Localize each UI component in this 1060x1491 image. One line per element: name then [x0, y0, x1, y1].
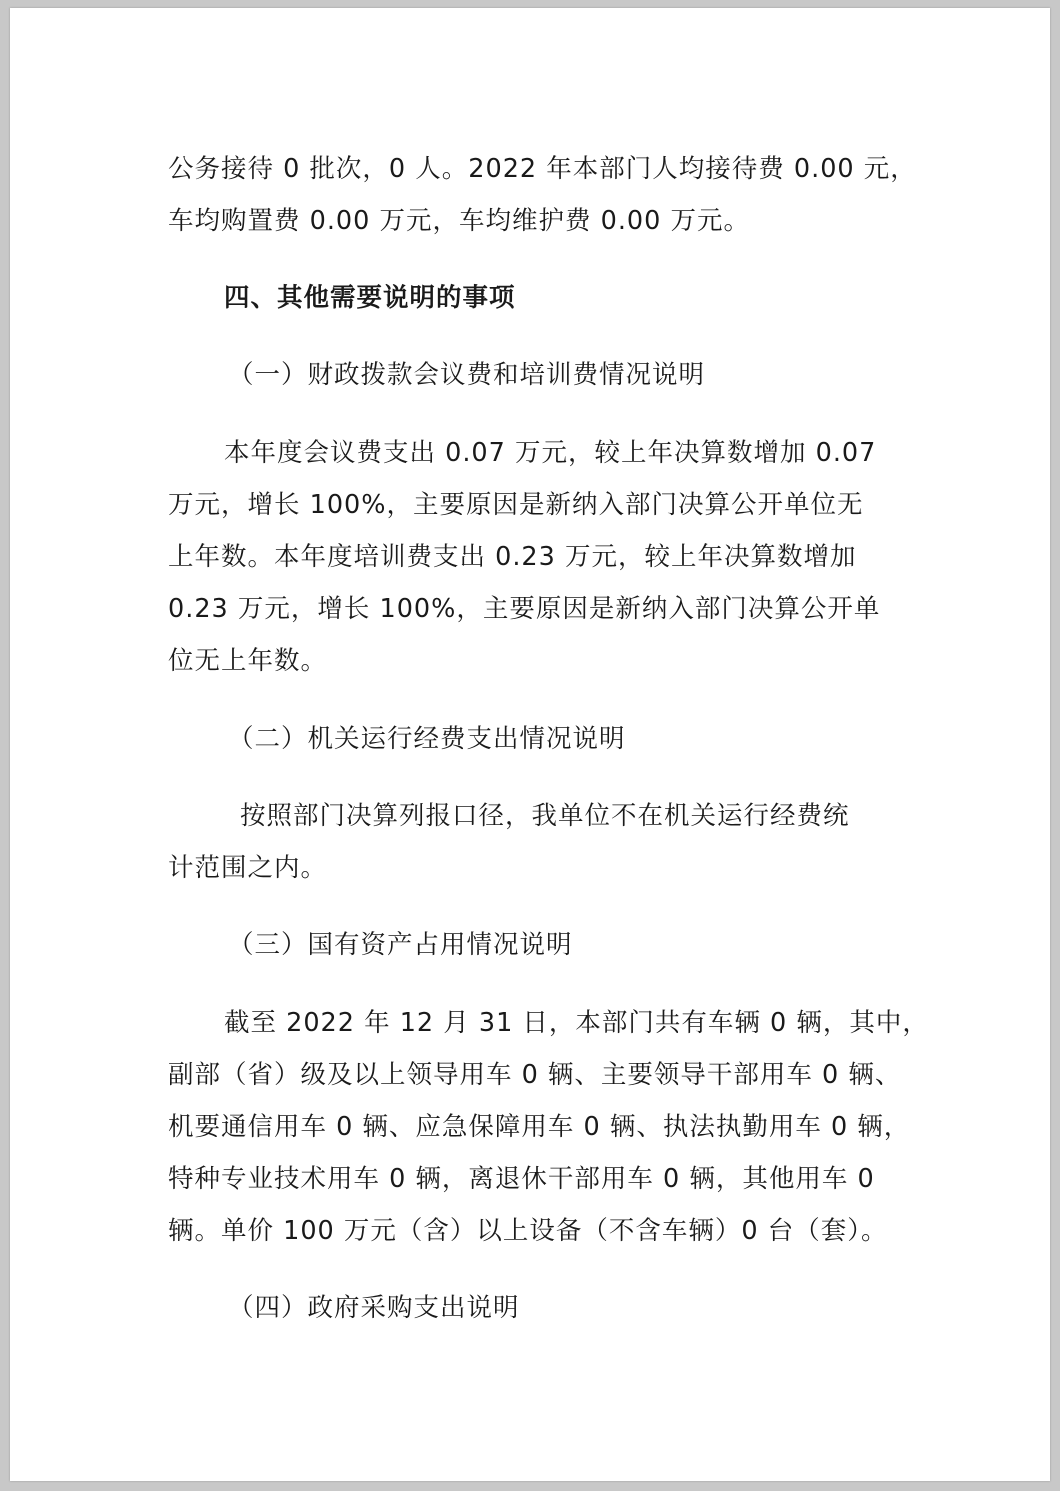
- subsection-heading: （三）国有资产占用情况说明: [228, 930, 573, 960]
- subsection-heading: （一）财政拨款会议费和培训费情况说明: [228, 360, 706, 390]
- body-text-line: 截至 2022 年 12 月 31 日，本部门共有车辆 0 辆，其中，: [224, 1008, 929, 1038]
- body-text-line: 特种专业技术用车 0 辆，离退休干部用车 0 辆，其他用车 0: [168, 1164, 875, 1194]
- body-text-line: 本年度会议费支出 0.07 万元，较上年决算数增加 0.07: [224, 438, 877, 468]
- body-text-line: 0.23 万元，增长 100%，主要原因是新纳入部门决算公开单: [168, 594, 881, 624]
- body-text-line: 辆。单价 100 万元（含）以上设备（不含车辆）0 台（套）。: [168, 1216, 888, 1246]
- body-text-line: 公务接待 0 批次，0 人。2022 年本部门人均接待费 0.00 元，: [168, 154, 917, 184]
- body-text-line: 机要通信用车 0 辆、应急保障用车 0 辆、执法执勤用车 0 辆，: [168, 1112, 911, 1142]
- body-text-line: 副部（省）级及以上领导用车 0 辆、主要领导干部用车 0 辆、: [168, 1060, 902, 1090]
- subsection-heading: （二）机关运行经费支出情况说明: [228, 724, 626, 754]
- body-text-line: 车均购置费 0.00 万元，车均维护费 0.00 万元。: [168, 206, 750, 236]
- document-page: [10, 8, 1050, 1481]
- subsection-heading: （四）政府采购支出说明: [228, 1293, 520, 1323]
- body-text-line: 按照部门决算列报口径，我单位不在机关运行经费统: [240, 801, 850, 831]
- body-text-line: 计范围之内。: [168, 853, 328, 883]
- body-text-line: 万元，增长 100%，主要原因是新纳入部门决算公开单位无: [168, 490, 864, 520]
- section-heading: 四、其他需要说明的事项: [224, 283, 516, 313]
- body-text-line: 上年数。本年度培训费支出 0.23 万元，较上年决算数增加: [168, 542, 857, 572]
- body-text-line: 位无上年数。: [168, 646, 328, 676]
